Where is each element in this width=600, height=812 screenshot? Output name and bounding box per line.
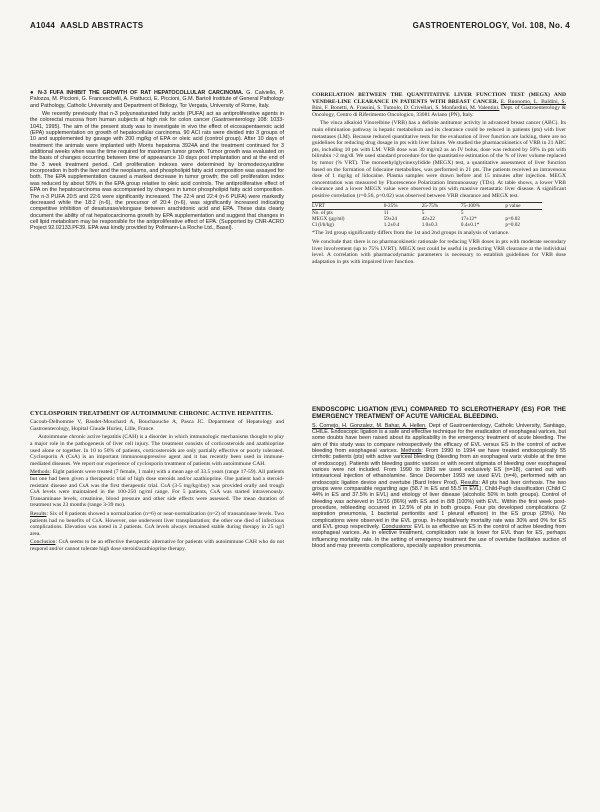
table-header: LVRT: [312, 202, 325, 209]
section-label: Methods: [30, 469, 50, 476]
table-header: 0-25%: [383, 202, 398, 209]
conclusion-text: CsA seems to be an effective therapeutic alternative for patients with autoimmune CAH who do not respond and/or cannot tolerate high dose steroid/azathioprine therapy.: [30, 539, 285, 552]
table-cell: p=0.02: [505, 215, 520, 222]
table-header: 25-75%: [421, 202, 439, 209]
table-cell: 42±22: [421, 215, 435, 222]
abstract-title: N-3 FUFA INHIBIT THE GROWTH OF RAT HEPATOCOLLULAR CARCINOMA.: [38, 90, 244, 96]
table-header: p value: [505, 202, 521, 209]
abstract-affiliation: Dept of Gastroenterology, Catholic University, Santiago, CHILE.: [312, 422, 567, 435]
results-table: [312, 202, 542, 229]
table-cell: p=0.02: [505, 222, 520, 229]
journal-section: AASLD ABSTRACTS: [60, 21, 144, 30]
highlight-bullet: ●: [30, 90, 36, 96]
table-footnote: *The 3rd group significantly differs from the 1st and 2nd groups in analysis of variance.: [312, 230, 510, 237]
abstract-body: We recently previously that n-3 polyunsaturated fatty acids (PUFA) act as antiproliferative agents in the colorectal mucosa from human subjects at high risk for colon cancer (Gastroenterology 108: 1033-1041, 1995). The aim of the present study was to investigate in vivo the effect of eicosapentaenoic acid (EPA) supplementation on growth of hepatocellular carcinoma. 90 ACI rats were divided into 3 groups of 10 and supplemented by gavage with 200 mg/kg of EPA or oleic acid (control group). After 10 days of treatment the animals were implanted with Morris hepatoma 3924A and the treatment continued for 3 additional weeks when was the time required for maximum tumor growth. Tumor growth was evaluated on the basis of changes occurring between time of appearance 10 days post implantation and at the end of the 3 week treatment period. Cell proliferation indexes were determined by bromodeoxyuridine incorporation in both the liver and the neoplasms, and phospholipid fatty acid composition was assayed for both. The EPA supplementation caused a marked decrease in tumor growth; the cell proliferation index was reduced by about 50% in the EPA group relative to oleic acid controls. The antiproliferative effect of EPA on the hepatocarcinoma was accompanied by changes in tumor phospholipid fatty acid composition. The n-3 PUFA 20:5 and 22:6 were significantly increased. The 22:4 and 22:4 (n-6 PUFA) were markedly decreased while the 18:2 (n-6), the precursor of 20:4 (n-6), was significantly increased indicating competitive inhibition of desaturase/elongase between arachidonic acid and EPA. These data clearly document the ability of rat hepatocarcinoma growth by EPA supplementation and suggest that changes in cell lipid metabolism may be responsible for the antiproliferative effect of EPA. (Supported by CNR-ACRO Project 92.02133.PF39. EPA was kindly provided by Pollmann-La Roche Ltd., Basel).: [30, 111, 284, 232]
abstract-authors: G. Calviello, P. Palozza, M. Piccioni, G. Franceschelli, A. Frattucci, E. Piccioni, G.M. Bartoli: [30, 90, 284, 103]
table-cell: No. of pts: [312, 209, 333, 216]
section-label: Methods: [400, 447, 422, 454]
table-cell: 11: [383, 209, 389, 216]
abstract-authors: E. Buonomo, L. Baldini, S. Bini, F. Bonetti, A. Frassini, S. Tumolo, D. Crivellari, S. Monfardini, M. Valentini.: [312, 98, 566, 112]
section-label: Conclusions: [381, 524, 411, 531]
table-cell: 17±12*: [460, 215, 477, 222]
table-cell: 5: [421, 209, 425, 216]
results-text: Six of 8 patients showed a normalization (n=6) or near-normalization (n=2) of transaminase levels. Two patients had no benefits of CsA. However, one underwent liver transplantation; the other one died of infectious complications. Elevation was noted in 2 patients. CsA levels always remained stable during therapy in 25 ug/l area.: [30, 511, 285, 537]
table-row: [312, 209, 542, 216]
methods-text: Eight patients were treated (7 female, 1 male) with a mean age of 33.5 years (range 17-59). All patients but one had been given a therapeutic trial of high dose steroids and/or azathioprine. One patient had a steroid-resistant disease and CsA was the first therapeutic trial. CsA (3-5 mg/kg/day) was provided orally and trough CsA levels were maintained in the 100-250 ng/ml range. For 5 patients, CsA was started intravenously. Transaminase levels, creatinine, blood pressure and other side effects were assessed. The mean duration of treatment was 23 months (range 3-39 mo).: [30, 469, 285, 509]
abstract-authors: S. Cornejo, H. Gonzalez, M. Bahar, A. Hellen.: [312, 422, 427, 429]
abstract-n3-pufa: [30, 90, 284, 234]
table-cell: MEGX (µg/ml): [312, 215, 345, 222]
abstract-title: CORRELATION BETWEEN THE QUANTITATIVE LIVER FUNCTION TEST (MEGX) AND VENDRE-LINE CLEARANCE IN PATIENTS WITH BREAST CANCER.: [312, 92, 566, 105]
table-cell: [505, 209, 542, 216]
conclusions-text: EVL is as effective as ES in the control of active bleeding from esophageal varices. As in elective treatment, complication rate is lower for EVL than for ES, perhaps influencing mortality rate. In the setting of emergency treatment the use of overtube facilitates suction of blood and may prevents complications, specially aspiration pneumonia.: [312, 524, 567, 550]
page-code: A1044: [30, 21, 56, 30]
abstract-title: CYCLOSPORIN TREATMENT OF AUTOIMMUNE CHRONIC ACTIVE HEPATITIS.: [30, 410, 273, 417]
abstract-body: Autoimmune chronic active hepatitis (CAH) is a disorder in which immunologic mechanisms thought to play a major role in the pathogenesis of liver cell injury. The treatment consists of corticosteroids and azathioprine used alone or together. In 10 to 50% of patients, corticosteroids are only partially effective or poorly tolerated. Cyclosporin A (CsA) is an important immunosuppressive agent and it has recently been used in immune-mediated diseases. We report our experience of cyclosporin treatment of patients with autoimmune CAH.: [30, 434, 284, 467]
table-cell: 59±24: [383, 215, 397, 222]
journal-citation: GASTROENTEROLOGY, Vol. 108, No. 4: [412, 21, 570, 30]
section-label: Conclusion: [30, 539, 56, 546]
methods-text: From 1990 to 1994 we have treated endoscopically 55 cirrhotic patients (pts) with active variceal bleeding (bleeding from an esophageal varix visible at the time of endoscopy). Patients with bleeding gastric varices or with recent stigmata of bleeding over esophageal varices were not included. From 1990 to 1993 we used exclusively ES (n=18), carried out with intravariceal injection of ethanolamine. Since December 1993 we used EVL (n=4), performed with an endoscopic ligation device and overtube (Bard Interv Prod).: [312, 447, 567, 486]
abstract-affiliation: Institute of General Pathology and Pathology, Catholic University and Department of Biology, Tor Vergata, University of Rome, Italy.: [30, 96, 284, 109]
abstract-affiliation: Department of Hepatology and Gastroenterology, Hopital Claude Huriez, Lille, France.: [30, 419, 284, 432]
abstract-body: The vinca alkaloid Vinorelbine (VRB) has a definite antitumor activity in advanced breast cancer (ABC). Its main elimination pathway is hepatic metabolism and its clearance could be reduced in patients (pts) with liver metastases (LM). Because reduced quantitative tests for the evaluation of liver function are lacking, there are no guidelines for reducing drug dosage in pts with liver failure. We studied the pharmacokinetics of VRB in 21 ABC pts, including 10 pts with LM. VRB dose was 30 mg/m2 as an IV bolus, dose was reduced by 50% in pts with bilirubin >2 mg/dl. We used standard procedure for the quantitative estimation of the % of liver volume replaced by tumor (% VRT). The monoethylglycinexylidide (MEGX) test, a quantitative assessment of liver function based on the formation of lidocaine metabolites, was performed in 21 pts. The patients received an intravenous dose of 1 mg/kg of lidocaine. Plasma samples were drawn before and 15 minutes after injection. MEGX concentration was measured by Fluorescence Polarization Immunoassay (TDx). At table shows, a lower VRB clearance and a lower MEGX value were observed in pts with massive metastatic liver disease. A significant positive correlation (r=0.56, p=0.02) was observed between VRB clearance and MEGX test.: [312, 120, 566, 199]
results-text: All pts had liver cirrhosis. The two groups were comparable regarding age (58.7 in ES and 55.5 in EVL). Child-Pugh classification (Child C 44% in ES and 37.5% in EVL) and etiology of liver disease (alcoholic 50% in both groups). Control of bleeding was achieved in 15/16 (86%) with ES and in 8/8 (100%) with EVL. Within the first week post-procedure, rebleeding occurred in 12.5% of pts in both groups. Four pts developed complications (2 aspiration pneumonia, 1 bacterial peritonitis and 1 pleural effusion) in the ES group (25%). No complications were observed in the EVL group. In-hospital/early mortality rate was 30% and 0% for ES and EVL group respectively.: [312, 479, 566, 531]
abstract-evl-vs-es: ENDOSCOPIC LIGATION (EVL) COMPARED TO SCLEROTHERAPY (ES) FOR THE EMERGENCY TREATMENT OF ACUTE VARICEAL BLEEDING. S. Cornejo, H. Gonzalez, M. Bahar, A. Hellen. Dept of Gastroenterology, Catholic University, Santiago, CHILE. Endoscopic ligation is a safe and effective technique for the eradication of esophageal varices, but some doubts have been raised about its applicability in the emergency treatment of acute bleeding. The aim of this study was to compare retrospectively the efficacy of EVL versus ES in the control of active bleeding from esophageal varices. Methods: From 1990 to 1994 we have treated endoscopically 55 cirrhotic patients (pts) with active variceal bleeding (bleeding from an esophageal varix visible at the time of endoscopy). Patients with bleeding gastric varices or with recent stigmata of bleeding over esophageal varices were not included. From 1990 to 1993 we used exclusively ES (n=18), carried out with intravariceal injection of ethanolamine. Since December 1993 we used EVL (n=4), performed with an endoscopic ligation device and overtube (Bard Interv Prod). Results: All pts had liver cirrhosis. The two groups were comparable regarding age (58.7 in ES and 55.5 in EVL). Child-Pugh classification (Child C 44% in ES and 37.5% in EVL) and etiology of liver disease (alcoholic 50% in both groups). Control of bleeding was achieved in 15/16 (86%) with ES and in 8/8 (100%) with EVL. Within the first week post-procedure, rebleeding occurred in 12.5% of pts in both groups. Four pts developed complications (2 aspiration pneumonia, 1 bacterial peritonitis and 1 pleural effusion) in the ES group (25%). No complications were observed in the EVL group. In-hospital/early mortality rate was 30% and 0% for ES and EVL group respectively. Conclusions: EVL is as effective as ES in the control of active bleeding from esophageal varices. As in elective treatment, complication rate is lower for EVL than for ES, perhaps influencing mortality rate. In the setting of emergency treatment the use of overtube facilitates suction of blood and may prevents complications, specially aspiration pneumonia.: [312, 406, 567, 550]
abstract-authors: Cacoub-Delhomme V, Baudet-Mouchard A, Bouchaouche A, Pasca JC.: [30, 419, 205, 426]
table-cell: 5: [460, 209, 464, 216]
table-header: 75-100%: [460, 202, 480, 209]
table-cell: 1.0±0.3: [421, 222, 438, 229]
table-row: [312, 222, 542, 228]
table-cell: Cl (l/h/kg): [312, 222, 334, 229]
table-cell: 1.2±0.4: [383, 222, 400, 229]
section-label: Results: [460, 479, 479, 486]
abstract-megx-vrb: [312, 92, 566, 267]
section-label: Results: [30, 511, 47, 518]
abstract-cyclosporin: CYCLOSPORIN TREATMENT OF AUTOIMMUNE CHRONIC ACTIVE HEPATITIS. Cacoub-Delhomme V, Baudet-Mouchard A, Bouchaouche A, Pasca JC. Department of Hepatology and Gastroenterology, Hopital Claude Huriez, Lille, France. Autoimmune chronic active hepatitis (CAH) is a disorder in which immunologic mechanisms thought to play a major role in the pathogenesis of liver cell injury. The treatment consists of corticosteroids and azathioprine used alone or together. In 10 to 50% of patients, corticosteroids are only partially effective or poorly tolerated. Cyclosporin A (CsA) is an important immunosuppressive agent and it has recently been used in immune-mediated diseases. We report our experience of cyclosporin treatment of patients with autoimmune CAH. Methods: Eight patients were treated (7 female, 1 male) with a mean age of 33.5 years (range 17-59). All patients but one had been given a therapeutic trial of high dose steroids and/or azathioprine. One patient had a steroid-resistant disease and CsA was the first therapeutic trial. CsA (3-5 mg/kg/day) was provided orally and trough CsA levels were maintained in the 100-250 ng/ml range. For 5 patients, CsA was started intravenously. Transaminase levels, creatinine, blood pressure and other side effects were assessed. The mean duration of treatment was 23 months (range 3-39 mo). Results: Six of 8 patients showed a normalization (n=6) or near-normalization (n=2) of transaminase levels. Two patients had no benefits of CsA. However, one underwent liver transplantation; the other one died of infectious complications. Elevation was noted in 2 patients. CsA levels always remained stable during therapy in 25 ug/l area. Conclusion: CsA seems to be an effective therapeutic alternative for patients with autoimmune CAH who do not respond and/or cannot tolerate high dose steroid/azathioprine therapy.: [30, 410, 285, 552]
table-header-row: [312, 202, 542, 209]
abstract-affiliation: Dept. of Gastroenterology & Oncology, Centro di Riferimento Oncologico, 33081 Aviano (PN), Italy.: [312, 105, 567, 118]
table-cell: 0.4±0.1*: [460, 222, 480, 229]
abstract-body: Endoscopic ligation is a safe and effective technique for the eradication of esophageal varices, but some doubts have been raised about its applicability in the emergency treatment of acute bleeding. The aim of this study was to compare retrospectively the efficacy of EVL versus ES in the control of active bleeding from esophageal varices.: [312, 428, 566, 454]
page-header-left: [30, 21, 143, 30]
abstract-conclusion: We conclude that: there is no pharmacokinetic rationale for reducing VRB doses in pts with moderate secondary liver involvement (up to 75% LVRT). MEGX test could be useful in predicting VRB clearance at the individual level. A correlation with pharmacodynamic parameters is necessary to establish guidelines for VRB dose adaptation in pts with impaired liver function.: [312, 238, 566, 265]
abstract-title: ENDOSCOPIC LIGATION (EVL) COMPARED TO SCLEROTHERAPY (ES) FOR THE EMERGENCY TREATMENT OF ACUTE VARICEAL BLEEDING.: [312, 406, 566, 421]
